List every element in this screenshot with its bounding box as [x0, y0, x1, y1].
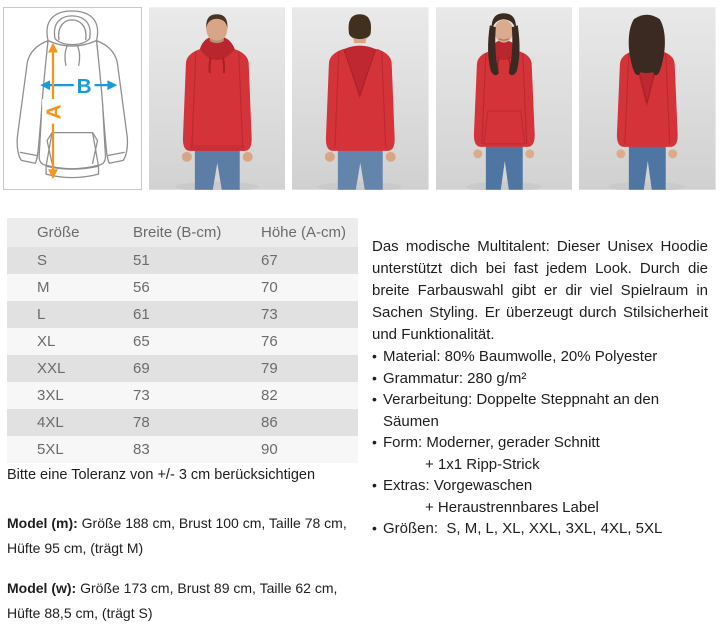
breite-cell: 78	[132, 409, 260, 436]
man-back-illustration	[292, 7, 429, 190]
feature-list	[372, 346, 713, 540]
hoodie-measure-diagram	[4, 8, 141, 189]
feature-item-verarbeitung: • Verarbeitung: Doppelte Steppnaht an den Säumen	[372, 389, 713, 432]
column-header-hoehe: Höhe (A-cm)	[260, 218, 358, 247]
model-m-note	[7, 511, 359, 561]
table-row-m	[7, 274, 358, 301]
breite-cell: 56	[132, 274, 260, 301]
breite-cell: 73	[132, 382, 260, 409]
breite-cell: 51	[132, 247, 260, 274]
table-row-xxl	[7, 355, 358, 382]
man-back-photo	[292, 7, 429, 190]
model-w-text: Größe 173 cm, Brust 89 cm, Taille 62 cm, Hüfte 88,5 cm, (trägt S)	[7, 580, 338, 621]
size-table	[7, 218, 358, 463]
breite-cell: 61	[132, 301, 260, 328]
size-cell: 5XL	[7, 436, 132, 463]
measure-label-b: B	[76, 75, 92, 99]
product-image-gallery	[3, 7, 716, 190]
hoehe-cell: 82	[260, 382, 358, 409]
size-cell: S	[7, 247, 132, 274]
size-cell: L	[7, 301, 132, 328]
hoehe-cell: 79	[260, 355, 358, 382]
woman-back-photo	[579, 7, 716, 190]
size-cell: XXL	[7, 355, 132, 382]
tolerance-note: Bitte eine Toleranz von +/- 3 cm berücksichtigen	[7, 467, 316, 483]
woman-back-illustration	[579, 7, 716, 190]
hoehe-cell: 70	[260, 274, 358, 301]
size-diagram-image	[3, 7, 142, 190]
model-m-label: Model (m):	[7, 515, 78, 531]
column-header-groesse: Größe	[7, 218, 132, 247]
table-row-4xl	[7, 409, 358, 436]
table-row-5xl	[7, 436, 358, 463]
column-header-breite: Breite (B-cm)	[132, 218, 260, 247]
breite-cell: 83	[132, 436, 260, 463]
breite-cell: 69	[132, 355, 260, 382]
size-table-header-row	[7, 218, 358, 247]
size-cell: 3XL	[7, 382, 132, 409]
table-row-3xl	[7, 382, 358, 409]
size-cell: 4XL	[7, 409, 132, 436]
feature-item-extras: • Extras: Vorgewaschen	[372, 475, 713, 497]
table-row-s	[7, 247, 358, 274]
breite-cell: 65	[132, 328, 260, 355]
size-cell: XL	[7, 328, 132, 355]
hoehe-cell: 67	[260, 247, 358, 274]
woman-front-photo	[436, 7, 573, 190]
feature-item-label: + Heraustrennbares Label	[425, 498, 599, 516]
man-front-illustration	[149, 7, 286, 190]
size-cell: M	[7, 274, 132, 301]
hoehe-cell: 73	[260, 301, 358, 328]
hoehe-cell: 90	[260, 436, 358, 463]
feature-item-groessen: • Größen: S, M, L, XL, XXL, 3XL, 4XL, 5XL	[372, 518, 713, 540]
feature-item-form: • Form: Moderner, gerader Schnitt	[372, 432, 713, 454]
woman-front-illustration	[436, 7, 573, 190]
feature-item-grammatur: • Grammatur: 280 g/m²	[372, 368, 713, 390]
feature-item-ripp-strick: + 1x1 Ripp-Strick	[425, 455, 540, 473]
hoehe-cell: 86	[260, 409, 358, 436]
measure-label-a: A	[42, 104, 66, 120]
model-m-text: Größe 188 cm, Brust 100 cm, Taille 78 cm, Hüfte 95 cm, (trägt M)	[7, 515, 347, 556]
table-row-xl	[7, 328, 358, 355]
hoehe-cell: 76	[260, 328, 358, 355]
model-w-label: Model (w):	[7, 580, 77, 596]
product-description: Das modische Multitalent: Dieser Unisex Hoodie unterstützt dich bei fast jedem Look. Durch die breite Farbauswahl gibt er dir viel Spielraum in Sachen Styling. Er überzeugt durch Stilsicherheit und Funktionalität.	[372, 238, 708, 343]
model-w-note	[7, 576, 359, 626]
feature-item-material: • Material: 80% Baumwolle, 20% Polyester	[372, 346, 713, 368]
man-front-photo	[149, 7, 286, 190]
table-row-l	[7, 301, 358, 328]
